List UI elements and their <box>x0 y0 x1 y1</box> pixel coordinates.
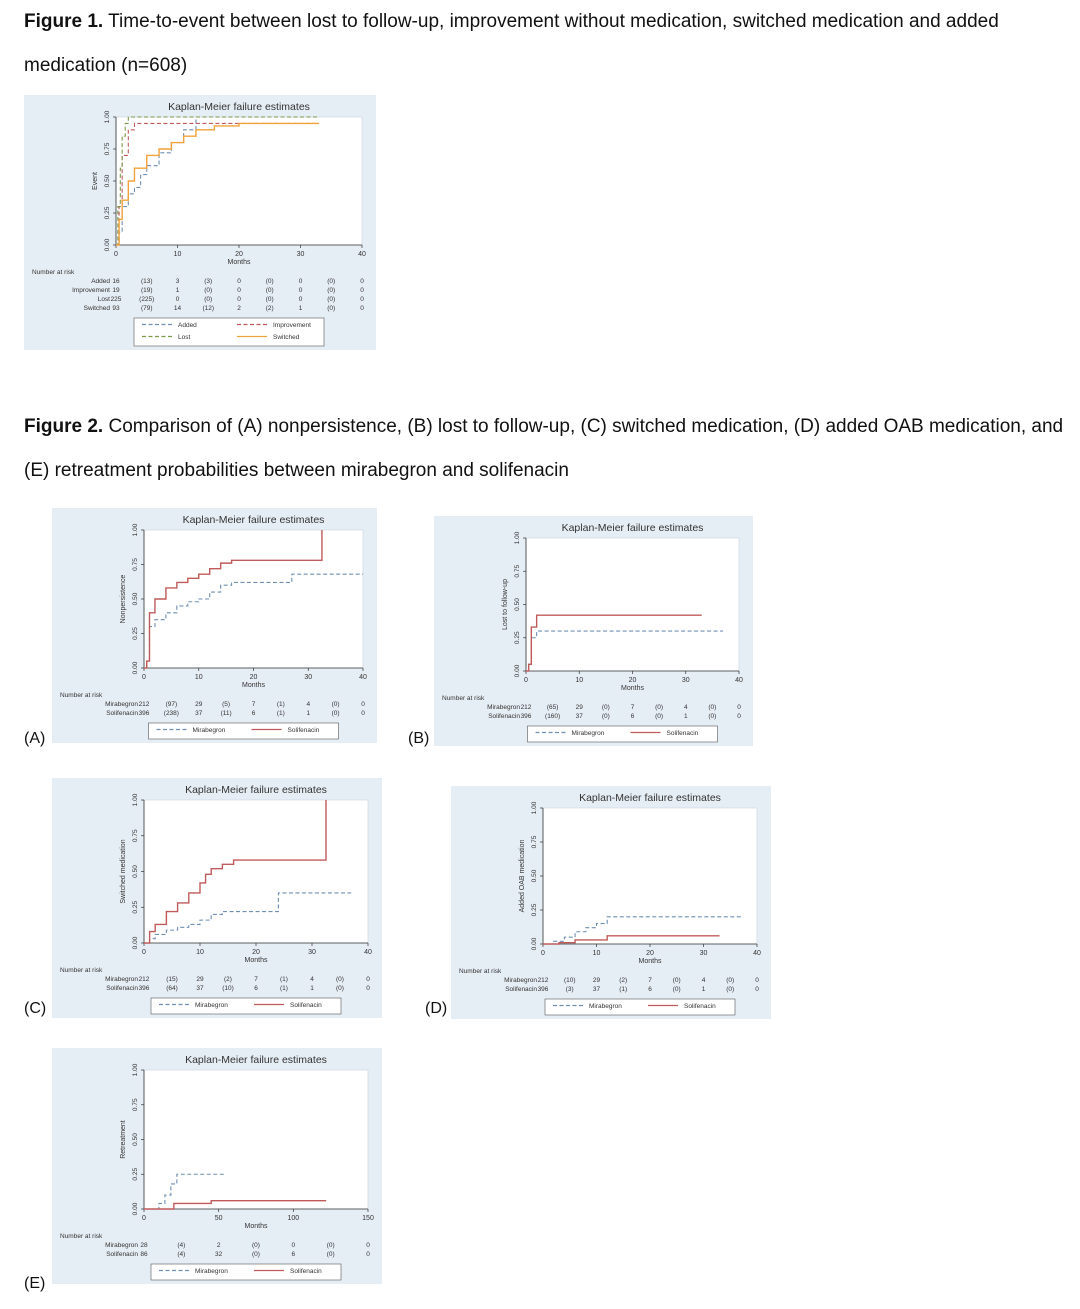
y-axis-label: Retreatment <box>120 1120 127 1159</box>
chart-panel-c <box>52 778 382 1018</box>
risk-cell: (64) <box>166 985 178 992</box>
risk-cell: (0) <box>252 1251 260 1258</box>
risk-cell: 29 <box>592 977 601 984</box>
risk-cell: 4 <box>306 701 311 708</box>
risk-cell: 212 <box>537 977 549 984</box>
risk-cell: 29 <box>575 704 583 711</box>
risk-cell: 0 <box>237 296 241 303</box>
y-tick-label: 0.75 <box>104 142 111 156</box>
risk-cell: (0) <box>655 704 664 711</box>
x-tick-label: 10 <box>575 677 584 684</box>
risk-cell: (0) <box>726 986 735 993</box>
risk-cell: 0 <box>755 977 759 984</box>
y-axis-label: Lost to follow-up <box>502 579 509 630</box>
chart-title: Kaplan-Meier failure estimates <box>168 101 310 113</box>
risk-cell: 1 <box>310 985 314 992</box>
plot-area <box>526 538 739 671</box>
risk-cell: (12) <box>202 305 215 312</box>
risk-cell: 29 <box>195 701 203 708</box>
risk-cell: (0) <box>327 287 336 294</box>
y-tick-label: 0.50 <box>104 174 111 188</box>
risk-cell: (79) <box>140 305 153 312</box>
risk-cell: 28 <box>140 1242 148 1249</box>
risk-cell: (1) <box>619 986 628 993</box>
y-tick-label: 0.00 <box>132 1202 139 1216</box>
risk-cell: (3) <box>565 986 574 993</box>
risk-cell: (2) <box>619 977 628 984</box>
risk-cell: 396 <box>537 986 549 993</box>
risk-cell: (10) <box>222 985 234 992</box>
plot-area <box>144 800 368 943</box>
x-tick-label: 0 <box>142 674 146 681</box>
risk-cell: (19) <box>140 287 153 294</box>
x-tick-label: 40 <box>753 950 761 957</box>
risk-cell: (0) <box>327 278 336 285</box>
risk-cell: 6 <box>630 713 635 720</box>
risk-cell: 0 <box>361 701 365 708</box>
risk-cell: 0 <box>237 287 241 294</box>
km-chart-D <box>451 786 771 1019</box>
risk-table-header: Number at risk <box>60 967 103 974</box>
risk-cell: 2 <box>237 305 241 312</box>
legend-label-mirabegron: Mirabegron <box>571 730 605 737</box>
risk-cell: (0) <box>708 713 717 720</box>
x-tick-label: 10 <box>196 949 204 956</box>
y-tick-label: 1.00 <box>132 523 139 537</box>
risk-cell: (10) <box>563 977 576 984</box>
y-tick-label: 0.75 <box>531 835 538 849</box>
y-tick-label: 0.25 <box>104 206 111 220</box>
risk-cell: 1 <box>306 710 311 717</box>
y-tick-label: 0.00 <box>104 238 111 252</box>
km-chart-B <box>434 516 753 746</box>
risk-cell: 4 <box>701 977 706 984</box>
x-tick-label: 30 <box>296 251 305 258</box>
legend-label-solifenacin: Solifenacin <box>287 727 320 734</box>
risk-cell: (1) <box>276 710 285 717</box>
risk-cell: 6 <box>254 985 258 992</box>
risk-cell: (0) <box>331 701 340 708</box>
risk-cell: (13) <box>140 278 153 285</box>
legend-label-solifenacin: Solifenacin <box>290 1002 322 1009</box>
x-tick-label: 100 <box>287 1215 300 1222</box>
x-tick-label: 10 <box>194 674 203 681</box>
risk-cell: 212 <box>520 704 532 711</box>
y-tick-label: 0.75 <box>514 564 521 578</box>
y-tick-label: 0.75 <box>132 829 139 843</box>
risk-cell: 0 <box>755 986 759 993</box>
chart-title: Kaplan-Meier failure estimates <box>182 514 325 526</box>
legend-label-solifenacin: Solifenacin <box>666 730 699 737</box>
risk-cell: 0 <box>237 278 241 285</box>
risk-cell: (238) <box>163 710 179 717</box>
figure2-caption <box>24 405 1069 493</box>
risk-cell: 0 <box>360 305 364 312</box>
risk-cell: (0) <box>336 976 344 983</box>
legend-label-mirabegron: Mirabegron <box>589 1003 622 1010</box>
x-tick-label: 150 <box>362 1215 374 1222</box>
x-tick-label: 0 <box>142 1215 146 1222</box>
plot-area <box>144 530 363 668</box>
x-axis-label: Months <box>638 958 662 965</box>
y-axis-label: Event <box>92 172 99 190</box>
y-axis-label: Nonpersistence <box>120 574 127 624</box>
risk-cell: (0) <box>252 1242 260 1249</box>
risk-cell: (0) <box>672 986 681 993</box>
risk-cell: 7 <box>254 976 258 983</box>
chart-title: Kaplan-Meier failure estimates <box>561 522 704 534</box>
y-tick-label: 0.50 <box>531 869 538 883</box>
chart-panel-b <box>434 516 753 746</box>
risk-cell: 19 <box>112 287 120 294</box>
x-tick-label: 20 <box>235 251 243 258</box>
risk-cell: 93 <box>112 305 120 312</box>
risk-row-label: Mirabegron <box>487 704 520 711</box>
risk-cell: 0 <box>366 976 370 983</box>
risk-cell: (0) <box>672 977 681 984</box>
risk-cell: 0 <box>366 1251 370 1258</box>
risk-cell: (1) <box>276 701 285 708</box>
risk-cell: 225 <box>110 296 122 303</box>
km-chart-A <box>52 508 377 743</box>
risk-row-label: Mirabegron <box>105 976 138 983</box>
risk-cell: (2) <box>224 976 232 983</box>
risk-cell: (0) <box>336 985 344 992</box>
y-axis-label: Added OAB medication <box>519 839 526 913</box>
y-tick-label: 0.50 <box>514 598 521 611</box>
x-tick-label: 40 <box>358 251 366 258</box>
chart-panel-e <box>52 1048 382 1284</box>
risk-row-label: Solifenacin <box>106 710 138 717</box>
x-axis-label: Months <box>227 259 251 266</box>
panel-label-a: (A) <box>24 730 46 747</box>
risk-cell: 0 <box>298 296 303 303</box>
risk-cell: 6 <box>291 1251 296 1258</box>
y-tick-label: 0.75 <box>132 558 139 571</box>
risk-row-label: Improvement <box>72 287 110 294</box>
x-tick-label: 0 <box>142 949 146 956</box>
risk-cell: (0) <box>601 704 610 711</box>
risk-row-label: Switched <box>83 305 110 312</box>
risk-cell: (65) <box>546 704 559 711</box>
risk-cell: 16 <box>112 278 120 285</box>
y-tick-label: 0.25 <box>132 1167 139 1181</box>
risk-cell: (0) <box>327 296 336 303</box>
figure2-caption-label: Figure 2. <box>24 416 104 437</box>
x-axis-label: Months <box>621 685 644 692</box>
risk-cell: 1 <box>683 713 688 720</box>
risk-cell: (0) <box>331 710 340 717</box>
plot-area <box>144 1070 368 1209</box>
risk-cell: 0 <box>737 713 741 720</box>
x-tick-label: 10 <box>173 251 182 258</box>
y-tick-label: 0.00 <box>132 661 139 675</box>
risk-cell: (4) <box>177 1251 186 1258</box>
risk-row-label: Solifenacin <box>505 986 537 993</box>
risk-cell: 6 <box>251 710 256 717</box>
risk-table-header: Number at risk <box>32 269 75 276</box>
risk-cell: 1 <box>701 986 706 993</box>
x-tick-label: 20 <box>646 950 654 957</box>
risk-cell: (2) <box>265 305 274 312</box>
y-tick-label: 0.50 <box>132 865 139 878</box>
legend-label-solifenacin: Solifenacin <box>290 1268 322 1275</box>
risk-table-header: Number at risk <box>459 968 502 975</box>
x-tick-label: 30 <box>681 677 690 684</box>
risk-cell: 37 <box>196 985 204 992</box>
x-tick-label: 30 <box>308 949 316 956</box>
chart-panel-d <box>451 786 771 1019</box>
risk-cell: 1 <box>175 287 180 294</box>
panel-label-b: (B) <box>408 730 430 747</box>
x-tick-label: 40 <box>364 949 372 956</box>
risk-cell: 212 <box>138 701 150 708</box>
x-tick-label: 30 <box>304 674 313 681</box>
risk-cell: (160) <box>545 713 561 720</box>
x-tick-label: 30 <box>699 950 708 957</box>
risk-cell: 0 <box>361 710 365 717</box>
risk-cell: (4) <box>177 1242 186 1249</box>
risk-row-label: Mirabegron <box>105 1242 138 1249</box>
y-tick-label: 0.50 <box>132 1133 139 1146</box>
figure1-caption-text: Time-to-event between lost to follow-up, improvement without medication, switched medication and added medication (n=608) <box>24 11 999 76</box>
risk-cell: 0 <box>291 1242 296 1249</box>
y-tick-label: 0.50 <box>132 592 139 606</box>
legend-label-solifenacin: Solifenacin <box>684 1003 716 1010</box>
legend-label-improvement: Improvement <box>273 322 311 329</box>
panel-label-d: (D) <box>425 1000 448 1017</box>
y-tick-label: 0.75 <box>132 1098 139 1112</box>
risk-row-label: Solifenacin <box>106 1251 138 1258</box>
risk-cell: 4 <box>310 976 314 983</box>
risk-cell: 29 <box>196 976 204 983</box>
x-axis-label: Months <box>244 957 268 964</box>
x-tick-label: 10 <box>592 950 601 957</box>
y-tick-label: 0.25 <box>531 903 538 917</box>
risk-cell: 212 <box>138 976 150 983</box>
risk-cell: 0 <box>360 287 364 294</box>
risk-cell: 0 <box>298 287 303 294</box>
x-tick-label: 20 <box>252 949 260 956</box>
risk-cell: (0) <box>327 305 336 312</box>
risk-cell: (11) <box>220 710 232 717</box>
risk-cell: (3) <box>204 278 213 285</box>
risk-row-label: Mirabegron <box>105 701 138 708</box>
x-tick-label: 20 <box>628 677 637 684</box>
x-axis-label: Months <box>244 1223 268 1230</box>
risk-row-label: Solifenacin <box>488 713 520 720</box>
y-tick-label: 0.00 <box>514 664 521 678</box>
risk-cell: (225) <box>139 296 155 303</box>
x-axis-label: Months <box>242 682 265 689</box>
km-chart-C <box>52 778 382 1018</box>
legend-label-mirabegron: Mirabegron <box>195 1268 228 1275</box>
risk-cell: (0) <box>204 287 213 294</box>
risk-table-header: Number at risk <box>60 1233 103 1240</box>
risk-row-label: Mirabegron <box>504 977 537 984</box>
x-tick-label: 0 <box>524 677 528 684</box>
risk-cell: (0) <box>726 977 735 984</box>
risk-cell: (0) <box>204 296 213 303</box>
risk-cell: (97) <box>165 701 178 708</box>
risk-cell: (0) <box>655 713 664 720</box>
y-tick-label: 0.00 <box>531 937 538 951</box>
risk-cell: 7 <box>648 977 652 984</box>
figure1-caption-label: Figure 1. <box>24 11 104 32</box>
y-axis-label: Switched medication <box>120 839 127 904</box>
risk-cell: 396 <box>520 713 532 720</box>
chart-title: Kaplan-Meier failure estimates <box>579 792 721 804</box>
risk-cell: 0 <box>360 278 364 285</box>
risk-cell: 0 <box>360 296 364 303</box>
risk-cell: 37 <box>575 713 583 720</box>
risk-cell: 1 <box>298 305 303 312</box>
chart-title: Kaplan-Meier failure estimates <box>185 1054 327 1066</box>
risk-cell: 0 <box>366 1242 370 1249</box>
risk-row-label: Solifenacin <box>106 985 138 992</box>
risk-table-header: Number at risk <box>442 695 485 702</box>
risk-table-header: Number at risk <box>60 692 103 699</box>
y-tick-label: 1.00 <box>132 1063 139 1077</box>
y-tick-label: 0.00 <box>132 936 139 950</box>
x-tick-label: 50 <box>214 1215 223 1222</box>
km-chart-E <box>52 1048 382 1284</box>
risk-cell: 37 <box>195 710 203 717</box>
risk-cell: (5) <box>222 701 231 708</box>
figure1-chart-panel <box>24 95 376 350</box>
panel-label-c: (C) <box>24 1000 47 1017</box>
risk-cell: 0 <box>737 704 741 711</box>
plot-area <box>116 117 362 245</box>
risk-cell: (0) <box>265 287 274 294</box>
risk-cell: 37 <box>592 986 601 993</box>
risk-cell: (0) <box>601 713 610 720</box>
y-tick-label: 1.00 <box>104 110 111 124</box>
risk-row-label: Added <box>91 278 110 285</box>
legend-label-added: Added <box>178 322 197 329</box>
y-tick-label: 0.25 <box>132 627 139 640</box>
legend-label-mirabegron: Mirabegron <box>195 1002 228 1009</box>
y-tick-label: 1.00 <box>132 793 139 807</box>
y-tick-label: 1.00 <box>531 801 538 815</box>
risk-row-label: Lost <box>97 296 110 303</box>
risk-cell: 6 <box>648 986 652 993</box>
risk-cell: 14 <box>173 305 182 312</box>
risk-cell: 7 <box>251 701 256 708</box>
risk-cell: 32 <box>215 1251 223 1258</box>
x-tick-label: 0 <box>114 251 118 258</box>
x-tick-label: 20 <box>249 674 258 681</box>
km-chart-fig1 <box>24 95 376 350</box>
figure2-caption-text: Comparison of (A) nonpersistence, (B) lost to follow-up, (C) switched medication, (D) added OAB medication, and (E) retreatment probabilities between mirabegron and solifenacin <box>24 416 1064 481</box>
figure1-caption <box>24 0 1069 88</box>
y-tick-label: 0.25 <box>514 631 521 645</box>
legend-label-switched: Switched <box>273 334 300 341</box>
x-tick-label: 0 <box>541 950 545 957</box>
risk-cell: 0 <box>298 278 303 285</box>
y-tick-label: 1.00 <box>514 531 521 545</box>
risk-cell: 0 <box>175 296 180 303</box>
risk-cell: (1) <box>280 985 288 992</box>
legend-label-mirabegron: Mirabegron <box>192 727 226 734</box>
risk-cell: (0) <box>326 1242 335 1249</box>
risk-cell: 86 <box>140 1251 148 1258</box>
risk-cell: 2 <box>216 1242 221 1249</box>
risk-cell: 396 <box>138 710 150 717</box>
risk-cell: 4 <box>683 704 688 711</box>
risk-cell: 0 <box>366 985 370 992</box>
y-tick-label: 0.25 <box>132 900 139 914</box>
legend-label-lost: Lost <box>178 334 191 341</box>
risk-cell: 396 <box>138 985 150 992</box>
risk-cell: 7 <box>630 704 635 711</box>
x-tick-label: 40 <box>735 677 743 684</box>
risk-cell: (0) <box>708 704 717 711</box>
risk-cell: (1) <box>280 976 288 983</box>
risk-cell: (0) <box>265 296 274 303</box>
plot-area <box>543 808 757 944</box>
chart-panel-a <box>52 508 377 743</box>
x-tick-label: 40 <box>359 674 367 681</box>
panel-label-e: (E) <box>24 1275 46 1292</box>
risk-cell: 3 <box>175 278 180 285</box>
risk-cell: (15) <box>166 976 178 983</box>
risk-cell: (0) <box>326 1251 335 1258</box>
risk-cell: (0) <box>265 278 274 285</box>
chart-title: Kaplan-Meier failure estimates <box>185 784 327 796</box>
